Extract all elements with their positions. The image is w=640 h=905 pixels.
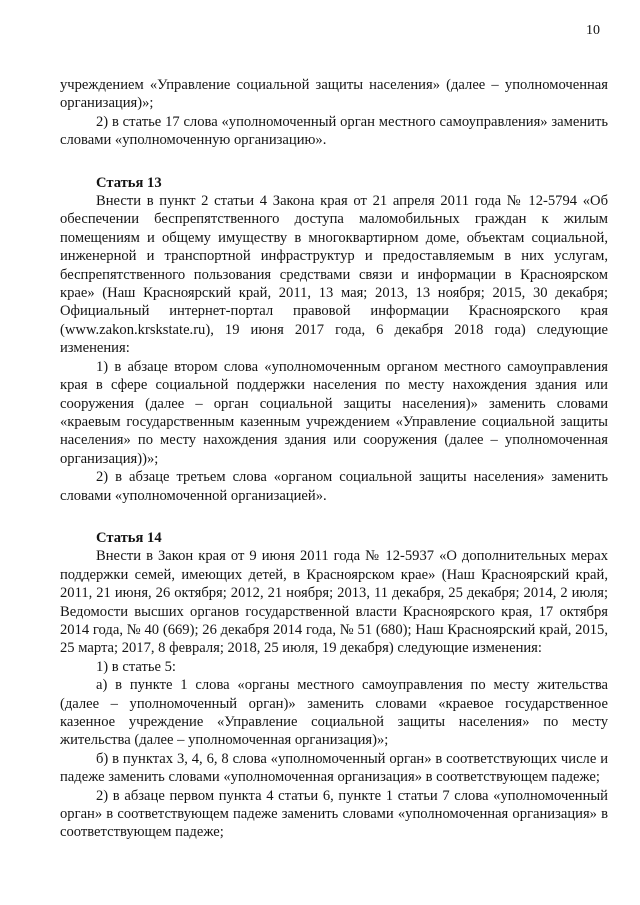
continuation-paragraph: учреждением «Управление социальной защиты населения» (далее – уполномоченная организация)»;: [60, 77, 608, 112]
article-14-intro: Внести в Закон края от 9 июня 2011 года № 12-5937 «О дополнительных мерах поддержки семей, имеющих детей, в Красноярском крае» (Наш Красноярский край, 2011, 21 июня, 26 октября; 2012, 21 ноября; 2013, 11 декабря, 25 декабря; 2014, 2 июля; Ведомости высших органов государственной власти Красноярского края, 17 октября 2014 года, № 40 (669); 26 декабря 2014 года, № 51 (680); Наш Красноярский край, 2015, 25 марта; 2017, 8 февраля; 2018, 25 июля, 19 декабря) следующие изменения:: [60, 548, 608, 657]
article-14-item-1b: б) в пунктах 3, 4, 6, 8 слова «уполномоченный орган» в соответствующих числе и падеже заменить словами «уполномоченная организация» в соответствующем падеже;: [60, 750, 608, 786]
article-13-intro: Внести в пункт 2 статьи 4 Закона края от 21 апреля 2011 года № 12-5794 «Об обеспечении беспрепятственного доступа маломобильных граждан к жилым помещениям и общему имуществу в многоквартирном доме, объектам социальной, инженерной и транспортной инфраструктур и предоставляемым в них услугам, беспрепятственного пользования средствами связи и информации в Красноярском крае» (Наш Красноярский край, 2011, 13 мая; 2013, 13 ноября; 2015, 30 декабря; Официальный интернет-портал правовой информации Красноярского края (www.zakon.krskstate.ru), 19 июня 2017 года, 6 декабря 2018 года) следующие изменения:: [60, 193, 608, 357]
article-14-heading: Статья 14: [96, 529, 162, 546]
article-13-heading: Статья 13: [96, 174, 162, 191]
article-14-item-1a: а) в пункте 1 слова «органы местного самоуправления по месту жительства (далее – уполномоченный орган)» заменить словами «краевое государственное казенное учреждение «Управление социальной защиты населения» по месту жительства (далее – уполномоченная организация)»;: [60, 677, 608, 749]
article-14-item-1: 1) в статье 5:: [96, 658, 176, 675]
document-body: [60, 76, 608, 842]
page-number: 10: [586, 23, 600, 38]
article-13-item-2: 2) в абзаце третьем слова «органом социальной защиты населения» заменить словами «уполномоченной организацией».: [60, 469, 608, 504]
article-14-item-2: 2) в абзаце первом пункта 4 статьи 6, пункте 1 статьи 7 слова «уполномоченный орган» в соответствующем падеже заменить словами «уполномоченная организация» в соответствующем падеже;: [60, 787, 608, 841]
article-13-item-1: 1) в абзаце втором слова «уполномоченным органом местного самоуправления края в сфере социальной поддержки населения по месту нахождения здания или сооружения (далее – орган социальной защиты населения)» заменить словами «краевым государственным казенным учреждением «Управление социальной защиты населения» по месту нахождения здания или сооружения (далее – уполномоченная организация))»;: [60, 358, 608, 467]
continuation-item-2: 2) в статье 17 слова «уполномоченный орган местного самоуправления» заменить словами «уполномоченную организацию».: [60, 113, 608, 149]
